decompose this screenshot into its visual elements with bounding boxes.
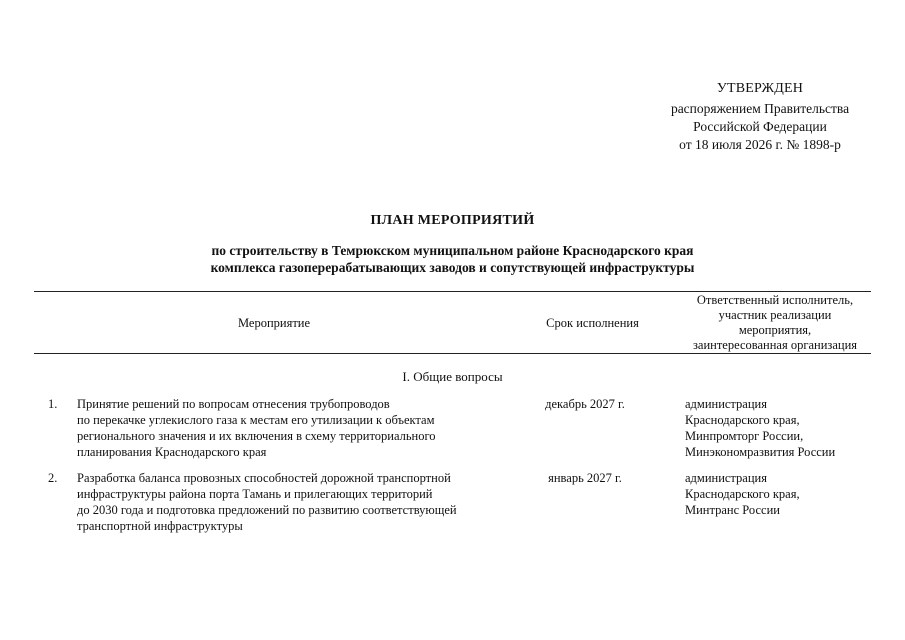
row-number: 2.	[48, 471, 58, 485]
row-responsible	[685, 470, 885, 518]
row-responsible-line: Краснодарского края,	[685, 413, 800, 427]
subtitle-line-1: по строительству в Темрюкском муниципальном районе Краснодарского края	[211, 243, 694, 258]
document-title: ПЛАН МЕРОПРИЯТИЙ	[370, 213, 535, 228]
approved-heading: УТВЕРЖДЕН	[716, 81, 804, 96]
header-responsible	[680, 293, 870, 353]
row-event-line: по перекачке углекислого газа к местам его утилизации к объектам	[77, 413, 435, 427]
table-top-rule	[34, 291, 871, 292]
document-subtitle	[0, 242, 905, 276]
row-deadline: январь 2027 г.	[548, 471, 622, 485]
row-responsible-line: Минтранс России	[685, 503, 780, 517]
row-event-line: планирования Краснодарского края	[77, 445, 267, 459]
approval-line-3: от 18 июля 2026 г. № 1898-р	[679, 137, 841, 152]
row-responsible-line: администрация	[685, 397, 767, 411]
row-event	[77, 470, 497, 534]
row-event-line: Принятие решений по вопросам отнесения трубопроводов	[77, 397, 390, 411]
row-number: 1.	[48, 397, 58, 411]
row-responsible-line: Минпромторг России,	[685, 429, 804, 443]
row-deadline: декабрь 2027 г.	[545, 397, 625, 411]
row-event-line: инфраструктуры района порта Тамань и прилегающих территорий	[77, 487, 433, 501]
section-heading: I. Общие вопросы	[402, 369, 503, 384]
row-responsible-line: администрация	[685, 471, 767, 485]
subtitle-line-2: комплекса газоперерабатывающих заводов и сопутствующей инфраструктуры	[210, 260, 695, 275]
table-header-rule	[34, 353, 871, 354]
header-responsible-line: заинтересованная организация	[692, 338, 858, 352]
row-responsible-line: Краснодарского края,	[685, 487, 800, 501]
header-event: Мероприятие	[237, 316, 311, 330]
header-responsible-line: Ответственный исполнитель,	[696, 293, 854, 307]
row-event-line: транспортной инфраструктуры	[77, 519, 243, 533]
row-event-line: Разработка баланса провозных способностей дорожной транспортной	[77, 471, 451, 485]
row-responsible-line: Минэкономразвития России	[685, 445, 836, 459]
approval-stamp	[640, 80, 880, 154]
approval-line-1: распоряжением Правительства	[670, 101, 850, 116]
row-event-line: регионального значения и их включения в схему территориального	[77, 429, 436, 443]
approval-line-2: Российской Федерации	[693, 119, 827, 134]
header-responsible-line: участник реализации	[718, 308, 832, 322]
header-responsible-line: мероприятия,	[738, 323, 812, 337]
row-event-line: до 2030 года и подготовка предложений по развитию соответствующей	[77, 503, 457, 517]
row-event	[77, 396, 497, 460]
row-responsible	[685, 396, 885, 460]
document-title-block	[0, 212, 905, 276]
header-deadline: Срок исполнения	[546, 316, 639, 330]
